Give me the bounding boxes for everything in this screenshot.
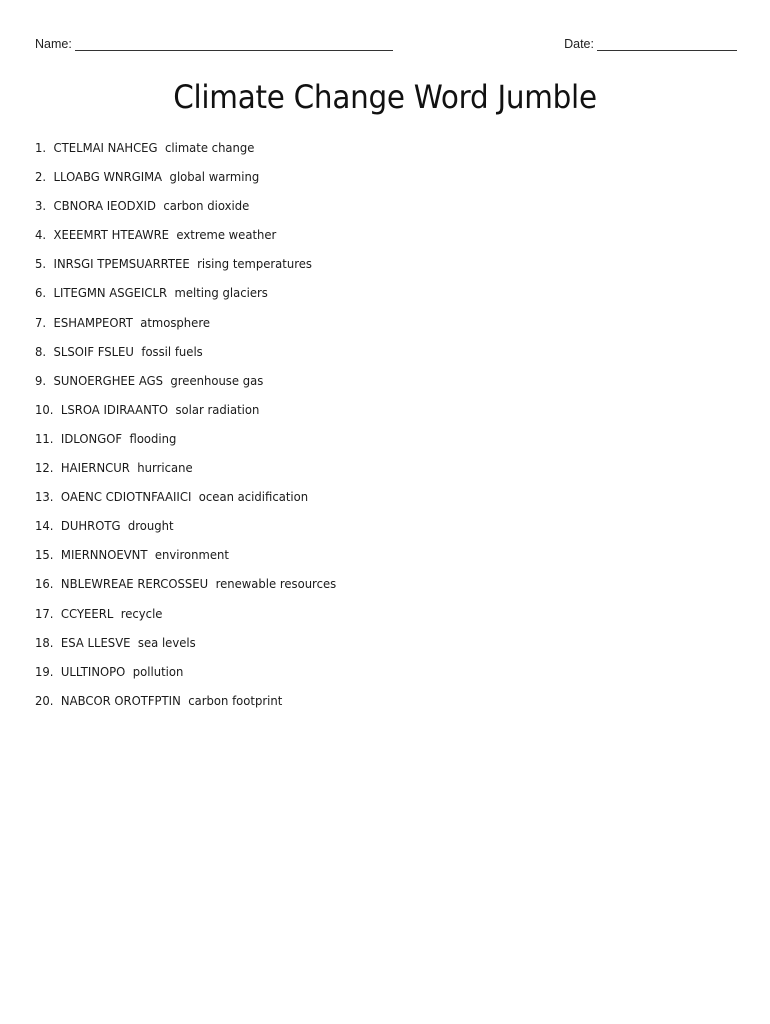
- answer-word: pollution: [132, 663, 184, 679]
- answer-word: atmosphere: [140, 314, 210, 330]
- list-item: [35, 692, 336, 721]
- jumbled-word: IDLONGOF: [60, 430, 123, 446]
- list-item: [35, 430, 336, 459]
- list-item: [35, 634, 336, 663]
- list-item: [35, 139, 336, 168]
- jumbled-word: SUNOERGHEE AGS: [53, 372, 163, 388]
- answer-word: solar radiation: [175, 401, 260, 417]
- name-field[interactable]: [35, 36, 393, 51]
- date-label: Date:: [564, 37, 594, 51]
- jumbled-word: LITEGMN ASGEICLR: [53, 285, 168, 301]
- item-number: 2.: [35, 169, 47, 185]
- jumbled-word: LSROA IDIRAANTO: [60, 401, 169, 417]
- item-number: 9.: [35, 372, 47, 388]
- item-number: 18.: [35, 634, 54, 650]
- jumbled-word: HAIERNCUR: [60, 460, 130, 476]
- answer-word: rising temperatures: [197, 256, 312, 272]
- worksheet-header: [35, 36, 737, 54]
- answer-word: ocean acidification: [198, 489, 309, 505]
- list-item: [35, 546, 336, 575]
- list-item: [35, 372, 336, 401]
- item-number: 16.: [35, 576, 54, 592]
- answer-word: flooding: [129, 430, 177, 446]
- jumbled-word: NBLEWREAE RERCOSSEU: [60, 576, 209, 592]
- jumbled-word: CBNORA IEODXID: [53, 198, 156, 214]
- item-number: 5.: [35, 256, 47, 272]
- answer-word: greenhouse gas: [170, 372, 264, 388]
- jumbled-word: ESA LLESVE: [60, 634, 131, 650]
- answer-word: carbon dioxide: [163, 198, 250, 214]
- word-jumble-list: [35, 139, 359, 721]
- answer-word: renewable resources: [215, 576, 337, 592]
- jumbled-word: NABCOR OROTFPTIN: [60, 692, 181, 708]
- jumbled-word: LLOABG WNRGIMA: [53, 169, 163, 185]
- answer-word: carbon footprint: [188, 692, 283, 708]
- name-label: Name:: [35, 37, 72, 51]
- list-item: [35, 459, 336, 488]
- list-item: [35, 517, 336, 546]
- answer-word: fossil fuels: [141, 343, 203, 359]
- list-item: [35, 284, 336, 313]
- jumbled-word: MIERNNOEVNT: [60, 547, 148, 563]
- name-blank-line[interactable]: [75, 36, 393, 51]
- list-item: [35, 663, 336, 692]
- item-number: 11.: [35, 430, 54, 446]
- list-item: [35, 168, 336, 197]
- jumbled-word: INRSGI TPEMSUARRTEE: [53, 256, 190, 272]
- answer-word: drought: [127, 518, 174, 534]
- item-number: 13.: [35, 489, 54, 505]
- page-title: Climate Change Word Jumble: [173, 78, 597, 116]
- list-item: [35, 575, 336, 604]
- jumbled-word: XEEEMRT HTEAWRE: [53, 227, 170, 243]
- item-number: 7.: [35, 314, 47, 330]
- item-number: 8.: [35, 343, 47, 359]
- jumbled-word: CTELMAI NAHCEG: [53, 140, 158, 155]
- list-item: [35, 314, 336, 343]
- item-number: 4.: [35, 227, 47, 243]
- item-number: 19.: [35, 663, 54, 679]
- date-field[interactable]: [564, 36, 737, 51]
- answer-word: climate change: [164, 140, 255, 155]
- item-number: 1.: [35, 140, 47, 155]
- date-blank-line[interactable]: [597, 36, 737, 51]
- answer-word: sea levels: [137, 634, 196, 650]
- list-item: [35, 488, 336, 517]
- item-number: 14.: [35, 518, 54, 534]
- list-item: [35, 197, 336, 226]
- item-number: 6.: [35, 285, 47, 301]
- list-item: [35, 226, 336, 255]
- answer-word: recycle: [120, 605, 163, 621]
- answer-word: extreme weather: [176, 227, 277, 243]
- list-item: [35, 343, 336, 372]
- item-number: 3.: [35, 198, 47, 214]
- item-number: 15.: [35, 547, 54, 563]
- list-item: [35, 401, 336, 430]
- answer-word: melting glaciers: [174, 285, 268, 301]
- jumbled-word: CCYEERL: [60, 605, 114, 621]
- jumbled-word: ESHAMPEORT: [53, 314, 133, 330]
- jumbled-word: SLSOIF FSLEU: [53, 343, 134, 359]
- item-number: 20.: [35, 692, 54, 708]
- answer-word: environment: [154, 547, 229, 563]
- jumbled-word: DUHROTG: [60, 518, 121, 534]
- list-item: [35, 255, 336, 284]
- jumbled-word: ULLTINOPO: [60, 663, 126, 679]
- item-number: 17.: [35, 605, 54, 621]
- list-item: [35, 605, 336, 634]
- jumbled-word: OAENC CDIOTNFAAIICI: [60, 489, 192, 505]
- item-number: 12.: [35, 460, 54, 476]
- answer-word: hurricane: [137, 460, 193, 476]
- answer-word: global warming: [169, 169, 260, 185]
- item-number: 10.: [35, 401, 54, 417]
